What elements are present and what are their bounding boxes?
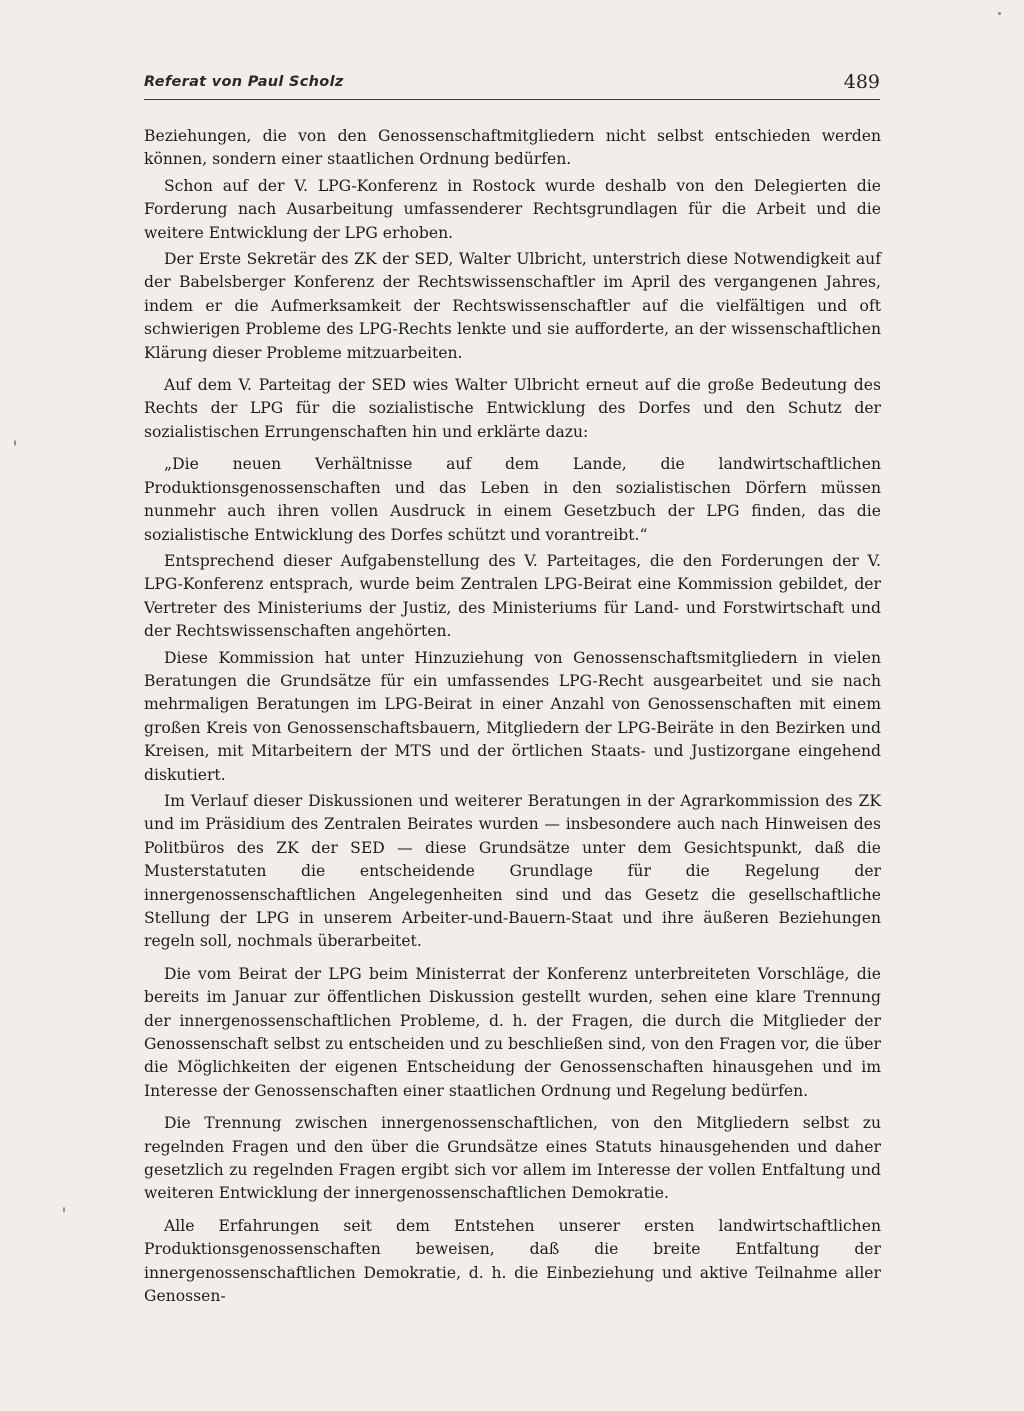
paragraph-9: Die Trennung zwischen innergenossenschaftlichen, von den Mitgliedern selbst zu regelnden Fragen und den über die Grundsätze eines Statuts hinausgehenden und daher gesetzlich zu regelnden Fragen ergibt sich vor allem im Interesse der vollen Entfaltung und weiteren Entwicklung der innergenossenschaftlichen Demokratie. [144,1114,881,1203]
paragraph-6: Diese Kommission hat unter Hinzuziehung von Genossenschaftsmitgliedern in vielen Beratungen die Grundsätze für ein umfassendes LPG-Recht ausgearbeitet und sie nach mehrmaligen Beratungen im LPG-Beirat in einer Anzahl von Genossenschaften mit einem großen Kreis von Genossenschaftsbauern, Mitgliedern der LPG-Beiräte in den Bezirken und Kreisen, mit Mitarbeitern der MTS und der örtlichen Staats- und Justizorgane eingehend diskutiert. [144,648,881,784]
scan-speck [63,1207,65,1212]
paragraph-10: Alle Erfahrungen seit dem Entstehen unserer ersten landwirtschaftlichen Produktionsgenossenschaften beweisen, daß die breite Entfaltung der innergenossenschaftlichen Demokratie, d. h. die Einbeziehung und aktive Teilnahme aller Genossen- [144,1216,881,1306]
header-rule [144,99,880,100]
body-text [144,125,881,1312]
paragraph-1: Beziehungen, die von den Genossenschaftmitgliedern nicht selbst entschieden werden können, sondern einer staatlichen Ordnung bedürfen. [144,127,881,169]
paragraph-7: Im Verlauf dieser Diskussionen und weiterer Beratungen in der Agrarkommission des ZK und im Präsidium des Zentralen Beirates wurden — insbesondere auch nach Hinweisen des Politbüros des ZK der SED — diese Grundsätze unter dem Gesichtspunkt, daß die Musterstatuten die entscheidende Grundlage für die Regelung der innergenossenschaftlichen Angelegenheiten sind und das Gesetz die gesellschaftliche Stellung der LPG in unserem Arbeiter-und-Bauern-Staat und ihre äußeren Beziehungen regeln soll, nochmals überarbeitet. [144,791,881,951]
paragraph-3: Der Erste Sekretär des ZK der SED, Walter Ulbricht, unterstrich diese Notwendigkeit auf der Babelsberger Konferenz der Rechtswissenschaftler im April des vergangenen Jahres, indem er die Aufmerksamkeit der Rechtswissenschaftler auf die vielfältigen und oft schwierigen Probleme des LPG-Rechts lenkte und sie aufforderte, an der wissenschaftlichen Klärung dieser Probleme mitzuarbeiten. [144,250,881,362]
paragraph-8: Die vom Beirat der LPG beim Ministerrat der Konferenz unterbreiteten Vorschläge, die bereits im Januar zur öffentlichen Diskussion gestellt wurden, sehen eine klare Trennung der innergenossenschaftlichen Probleme, d. h. der Fragen, die durch die Mitglieder der Genossenschaft selbst zu entscheiden und zu beschließen sind, von den Fragen vor, die über die Möglichkeiten der eigenen Entscheidung der Genossenschaften hinausgehen und im Interesse der Genossenschaften einer staatlichen Ordnung und Regelung bedürfen. [144,964,881,1100]
quotation: „Die neuen Verhältnisse auf dem Lande, die landwirtschaftlichen Produktionsgenossenschaften und das Leben in den sozialistischen Dörfern müssen nunmehr auch ihren vollen Ausdruck in einem Gesetzbuch der LPG finden, das die sozialistische Entwicklung des Dorfes schützt und vorantreibt.“ [144,455,881,544]
running-head: Referat von Paul Scholz [144,74,344,90]
paragraph-5: Entsprechend dieser Aufgabenstellung des V. Parteitages, die den Forderungen der V. LPG-Konferenz entsprach, wurde beim Zentralen LPG-Beirat eine Kommission gebildet, der Vertreter des Ministeriums der Justiz, des Ministeriums für Land- und Forstwirtschaft und der Rechtswissenschaften angehörten. [144,551,881,641]
page-number: 489 [843,71,880,93]
paragraph-4: Auf dem V. Parteitag der SED wies Walter Ulbricht erneut auf die große Bedeutung des Rechts der LPG für die sozialistische Entwicklung des Dorfes und den Schutz der sozialistischen Errungenschaften hin und erklärte dazu: [144,376,881,441]
scan-speck [998,12,1001,15]
scan-speck [14,440,16,446]
paragraph-2: Schon auf der V. LPG-Konferenz in Rostock wurde deshalb von den Delegierten die Forderung nach Ausarbeitung umfassenderer Rechtsgrundlagen für die Arbeit und die weitere Entwicklung der LPG erhoben. [144,176,881,242]
page-header [144,72,880,100]
